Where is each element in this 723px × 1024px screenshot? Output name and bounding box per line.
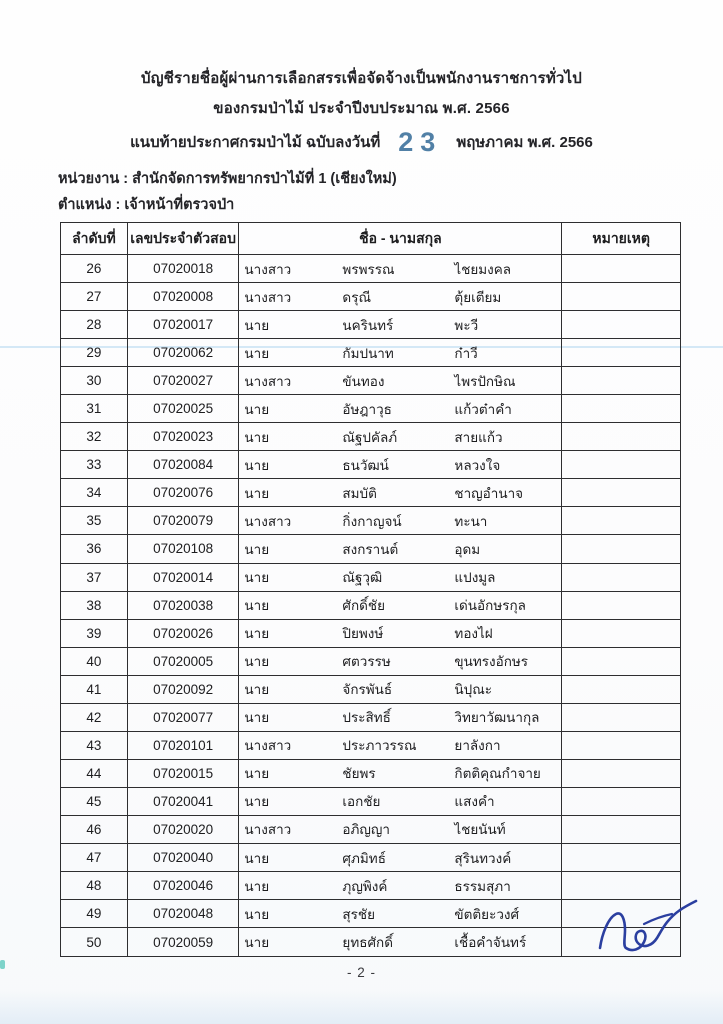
row-order-number: 45 [61,788,128,816]
table-row [61,872,680,900]
row-order-number: 34 [61,479,128,507]
row-full-name [239,395,562,423]
row-full-name [239,535,562,563]
row-name-title: นาย [244,682,270,698]
table-row [61,816,680,844]
row-order-number: 39 [61,620,128,648]
row-remark [562,395,680,423]
row-first-name: กิ่งกาญจน์ [342,513,402,529]
row-name-title: นาย [244,935,270,951]
row-full-name [239,872,562,900]
row-name-title: นาย [244,570,270,586]
row-order-number: 40 [61,648,128,676]
row-remark [562,507,680,535]
table-row [61,367,680,395]
row-last-name: ขัตติยะวงศ์ [454,906,520,922]
row-full-name [239,451,562,479]
row-full-name [239,648,562,676]
row-name-title: นางสาว [244,738,292,754]
row-remark [562,535,680,563]
row-last-name: หลวงใจ [454,457,501,473]
row-order-number: 36 [61,535,128,563]
row-name-title: นางสาว [244,289,292,305]
row-exam-id: 07020026 [128,620,240,648]
row-last-name: ทะนา [454,513,488,529]
row-exam-id: 07020108 [128,535,240,563]
row-full-name [239,592,562,620]
row-first-name: ดรุณี [342,289,371,305]
table-row [61,620,680,648]
row-order-number: 47 [61,844,128,872]
row-last-name: แปงมูล [454,570,496,586]
row-remark [562,339,680,367]
row-remark [562,592,680,620]
row-first-name: ประสิทธิ์ [342,710,391,726]
table-row [61,900,680,928]
row-first-name: ปิยพงษ์ [342,626,384,642]
table-row [61,451,680,479]
row-first-name: พรพรรณ [342,261,395,277]
row-last-name: แสงคำ [454,794,495,810]
row-remark [562,704,680,732]
row-last-name: เด่นอักษรกุล [454,598,526,614]
row-exam-id: 07020038 [128,592,240,620]
row-name-title: นาย [244,345,270,361]
table-row [61,788,680,816]
row-exam-id: 07020076 [128,479,240,507]
row-last-name: ไพรปักษิณ [454,373,516,389]
row-exam-id: 07020048 [128,900,240,928]
table-row [61,704,680,732]
row-exam-id: 07020059 [128,928,240,956]
row-exam-id: 07020020 [128,816,240,844]
column-header-exam-id: เลขประจำตัวสอบ [128,223,240,255]
row-last-name: กิตติคุณกำจาย [454,766,541,782]
row-order-number: 28 [61,311,128,339]
row-order-number: 37 [61,564,128,592]
row-order-number: 42 [61,704,128,732]
page-number: - 2 - [346,965,376,980]
document-title-line-2: ของกรมป่าไม้ ประจำปีงบประมาณ พ.ศ. 2566 [213,100,510,117]
row-name-title: นาย [244,485,270,501]
row-remark [562,620,680,648]
table-row [61,311,680,339]
row-remark [562,423,680,451]
row-full-name [239,564,562,592]
row-name-title: นาย [244,317,270,333]
row-remark [562,844,680,872]
row-last-name: ตุ้ยเตียม [454,289,502,305]
row-full-name [239,844,562,872]
row-exam-id: 07020025 [128,395,240,423]
row-first-name: ศตวรรษ [342,654,391,670]
row-exam-id: 07020046 [128,872,240,900]
row-first-name: ศุภมิทธ์ [342,850,386,866]
row-exam-id: 07020017 [128,311,240,339]
row-last-name: นิปุณะ [454,682,492,698]
row-full-name [239,311,562,339]
row-first-name: ประภาวรรณ [342,738,417,754]
table-row [61,255,680,283]
row-order-number: 29 [61,339,128,367]
row-order-number: 43 [61,732,128,760]
row-first-name: สุรชัย [342,906,375,922]
row-remark [562,648,680,676]
row-exam-id: 07020040 [128,844,240,872]
row-name-title: นาย [244,541,270,557]
row-remark [562,367,680,395]
row-order-number: 44 [61,760,128,788]
row-first-name: ภุญพิงค์ [342,878,388,894]
row-remark [562,283,680,311]
row-exam-id: 07020005 [128,648,240,676]
row-full-name [239,423,562,451]
row-last-name: ก๋าวี [454,345,478,361]
row-exam-id: 07020008 [128,283,240,311]
row-full-name [239,507,562,535]
row-order-number: 48 [61,872,128,900]
row-full-name [239,283,562,311]
row-exam-id: 07020077 [128,704,240,732]
row-remark [562,928,680,956]
row-first-name: ชัยพร [342,766,376,782]
row-last-name: วิทยาวัฒนากุล [454,710,540,726]
row-full-name [239,900,562,928]
row-order-number: 32 [61,423,128,451]
table-row [61,592,680,620]
row-last-name: พะวี [454,317,479,333]
stamped-day-number: 23 [398,127,443,157]
table-body [61,255,680,956]
row-last-name: ไชยมงคล [454,261,512,277]
row-name-title: นางสาว [244,822,292,838]
row-name-title: นาย [244,401,270,417]
row-order-number: 46 [61,816,128,844]
row-first-name: สมบัติ [342,485,377,501]
row-first-name: ธนวัฒน์ [342,457,389,473]
row-name-title: นาย [244,429,270,445]
table-row [61,339,680,367]
row-last-name: ธรรมสุภา [454,878,511,894]
row-exam-id: 07020092 [128,676,240,704]
row-last-name: อุดม [454,541,481,557]
row-last-name: เชื้อคำจันทร์ [454,935,527,951]
row-full-name [239,479,562,507]
row-first-name: ศักดิ์ชัย [342,598,386,614]
row-first-name: เอกชัย [342,794,381,810]
row-full-name [239,788,562,816]
row-exam-id: 07020101 [128,732,240,760]
row-first-name: ณัฐวุฒิ [342,570,383,586]
row-remark [562,872,680,900]
row-last-name: ยาลังกา [454,738,501,754]
row-remark [562,732,680,760]
row-full-name [239,816,562,844]
row-name-title: นาย [244,878,270,894]
row-last-name: ทองไฝ [454,626,493,642]
table-row [61,535,680,563]
row-first-name: อภิญญา [342,822,391,838]
row-order-number: 41 [61,676,128,704]
row-remark [562,311,680,339]
row-first-name: อัษฎาวุธ [342,401,392,417]
row-name-title: นางสาว [244,261,292,277]
position-line: ตำแหน่ง : เจ้าหน้าที่ตรวจป่า [58,197,235,213]
row-full-name [239,367,562,395]
row-first-name: นครินทร์ [342,317,394,333]
row-exam-id: 07020015 [128,760,240,788]
row-exam-id: 07020023 [128,423,240,451]
table-row [61,564,680,592]
row-order-number: 49 [61,900,128,928]
row-exam-id: 07020041 [128,788,240,816]
row-order-number: 33 [61,451,128,479]
row-full-name [239,760,562,788]
row-last-name: สายแก้ว [454,429,503,445]
row-order-number: 31 [61,395,128,423]
scan-artifact-band [0,990,723,1024]
row-last-name: ชาญอำนาจ [454,485,524,501]
row-exam-id: 07020062 [128,339,240,367]
row-order-number: 38 [61,592,128,620]
results-table [60,222,681,957]
row-name-title: นาย [244,766,270,782]
row-full-name [239,928,562,956]
row-exam-id: 07020027 [128,367,240,395]
row-last-name: สุรินทวงค์ [454,850,512,866]
table-row [61,676,680,704]
table-row [61,395,680,423]
row-name-title: นาย [244,906,270,922]
row-name-title: นาย [244,598,270,614]
row-full-name [239,339,562,367]
document-date-line [0,124,723,160]
row-exam-id: 07020084 [128,451,240,479]
row-remark [562,788,680,816]
table-row [61,283,680,311]
row-full-name [239,255,562,283]
document-header [0,64,723,160]
document-title-line-1: บัญชีรายชื่อผู้ผ่านการเลือกสรรเพื่อจัดจ้างเป็นพนักงานราชการทั่วไป [140,70,583,87]
row-first-name: กัมปนาท [342,345,394,361]
column-header-remark: หมายเหตุ [562,223,680,255]
row-remark [562,564,680,592]
row-first-name: ณัฐปคัลภ์ [342,429,398,445]
table-header-row [61,223,680,255]
row-full-name [239,732,562,760]
document-meta [58,166,397,218]
table-row [61,732,680,760]
table-row [61,760,680,788]
agency-line: หน่วยงาน : สำนักจัดการทรัพยากรป่าไม้ที่ 1 (เชียงใหม่) [58,171,397,187]
table-row [61,479,680,507]
row-first-name: ยุทธศักดิ์ [342,935,393,951]
table-row [61,844,680,872]
row-last-name: แก้วต๋าคำ [454,401,512,417]
row-first-name: สงกรานต์ [342,541,399,557]
row-remark [562,479,680,507]
row-order-number: 50 [61,928,128,956]
row-order-number: 30 [61,367,128,395]
row-name-title: นาย [244,626,270,642]
table-row [61,648,680,676]
row-name-title: นาย [244,710,270,726]
row-full-name [239,620,562,648]
row-first-name: จักรพันธ์ [342,682,393,698]
row-full-name [239,704,562,732]
row-last-name: ขุนทรงอักษร [454,654,529,670]
date-suffix: พฤษภาคม พ.ศ. 2566 [456,134,593,151]
row-name-title: นางสาว [244,373,292,389]
table-row [61,507,680,535]
row-first-name: ขันทอง [342,373,385,389]
row-last-name: ไชยนันท์ [454,822,506,838]
row-exam-id: 07020079 [128,507,240,535]
row-name-title: นาย [244,794,270,810]
row-name-title: นาย [244,850,270,866]
row-remark [562,816,680,844]
row-remark [562,451,680,479]
row-order-number: 26 [61,255,128,283]
row-name-title: นาย [244,457,270,473]
row-remark [562,255,680,283]
row-remark [562,676,680,704]
row-full-name [239,676,562,704]
row-remark [562,900,680,928]
date-prefix: แนบท้ายประกาศกรมป่าไม้ ฉบับลงวันที่ [130,134,381,151]
row-order-number: 27 [61,283,128,311]
row-exam-id: 07020014 [128,564,240,592]
row-exam-id: 07020018 [128,255,240,283]
column-header-name: ชื่อ - นามสกุล [239,223,562,255]
row-order-number: 35 [61,507,128,535]
table-row [61,928,680,956]
row-name-title: นาย [244,654,270,670]
row-remark [562,760,680,788]
column-header-order: ลำดับที่ [61,223,128,255]
table-row [61,423,680,451]
row-name-title: นางสาว [244,513,292,529]
